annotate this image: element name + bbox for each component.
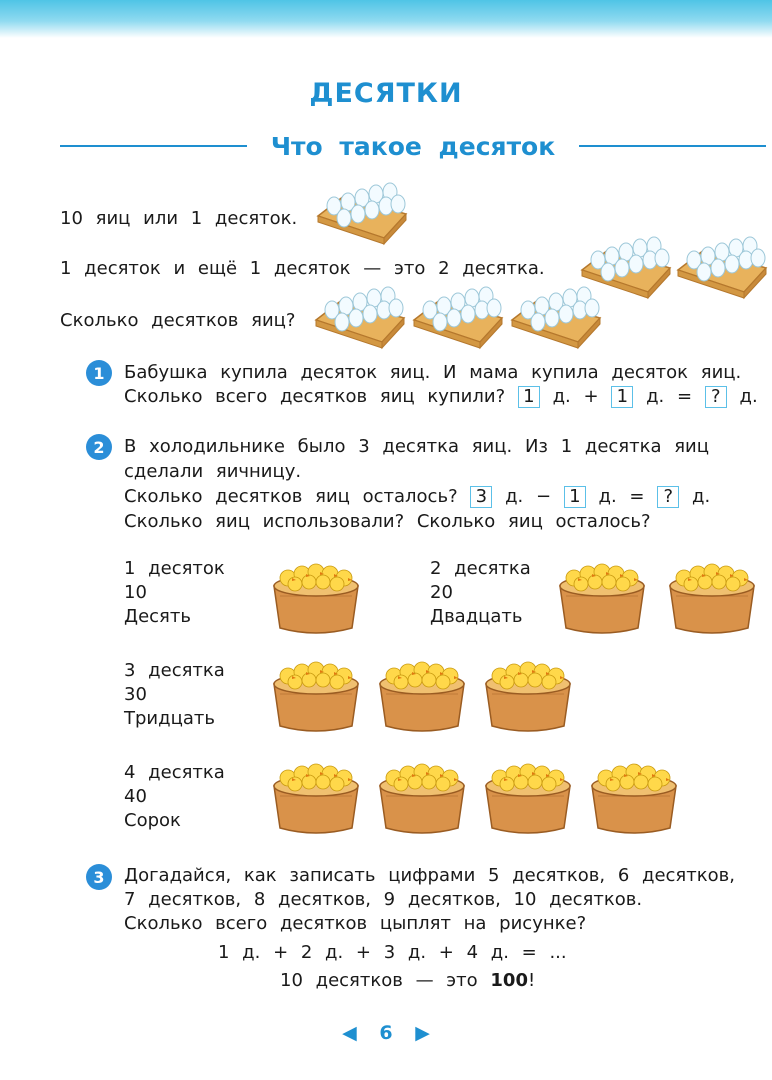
- task-2-line-1: В холодильнике было 3 десятка яиц. Из 1 десятка яиц: [124, 436, 710, 457]
- task-2-line-4: Сколько яиц использовали? Сколько яиц осталось?: [124, 511, 651, 532]
- subtitle-line-left: [60, 145, 247, 147]
- tens-1-number: 10: [124, 582, 147, 603]
- tens-2-label: 2 десятка: [430, 558, 531, 579]
- task-2-line-2: сделали яичницу.: [124, 461, 302, 482]
- decorative-header-band: [0, 0, 772, 38]
- chick-bowl-image: [268, 558, 364, 640]
- task-2-box-b: 1: [564, 486, 586, 508]
- page-title: ДЕСЯТКИ: [309, 78, 463, 109]
- task-3-line-3: Сколько всего десятков цыплят на рисунке?: [124, 913, 587, 934]
- chick-bowl-image: [664, 558, 760, 640]
- tens-2-number: 20: [430, 582, 453, 603]
- task-1-question: Сколько всего десятков яиц купили?: [124, 386, 506, 407]
- chick-bowl-image: [268, 656, 364, 738]
- task-2-line-3: [124, 486, 710, 508]
- task-2-op-1: д. −: [505, 486, 552, 507]
- page-number: 6: [379, 1022, 393, 1044]
- tens-1-label: 1 десяток: [124, 558, 225, 579]
- task-2-box-a: 3: [470, 486, 492, 508]
- intro-line-2: 1 десяток и ещё 1 десяток — это 2 десятка.: [60, 258, 545, 279]
- subtitle-row: [60, 128, 766, 164]
- prev-page-icon[interactable]: ◀: [342, 1022, 357, 1044]
- egg-tray-image: [410, 286, 506, 350]
- egg-tray-image: [674, 236, 770, 300]
- egg-tray-image: [314, 182, 410, 246]
- tens-2-word: Двадцать: [430, 606, 523, 627]
- next-page-icon[interactable]: ▶: [415, 1022, 430, 1044]
- chick-bowl-image: [374, 656, 470, 738]
- task-3-exclaim: !: [527, 970, 536, 991]
- task-3-hundred: 100: [490, 970, 528, 991]
- task-1-op-1: д. +: [552, 386, 599, 407]
- tens-4-label: 4 десятка: [124, 762, 225, 783]
- subtitle-line-right: [579, 145, 766, 147]
- chick-bowl-image: [554, 558, 650, 640]
- tens-3-word: Тридцать: [124, 708, 215, 729]
- task-2-question: Сколько десятков яиц осталось?: [124, 486, 458, 507]
- task-3-line-2: 7 десятков, 8 десятков, 9 десятков, 10 десятков.: [124, 889, 643, 910]
- tens-3-label: 3 десятка: [124, 660, 225, 681]
- task-3-number-badge: 3: [86, 864, 112, 890]
- tens-4-word: Сорок: [124, 810, 181, 831]
- task-1-line-1: Бабушка купила десяток яиц. И мама купила десяток яиц.: [124, 362, 742, 383]
- tens-4-number: 40: [124, 786, 147, 807]
- task-1-box-answer: ?: [705, 386, 727, 408]
- chick-bowl-image: [480, 758, 576, 840]
- task-3-line-5: [280, 970, 535, 991]
- tens-1-word: Десять: [124, 606, 191, 627]
- page-subtitle: Что такое десяток: [270, 131, 556, 161]
- intro-line-1: 10 яиц или 1 десяток.: [60, 208, 298, 229]
- task-2-number-badge: 2: [86, 434, 112, 460]
- task-3-line-1: Догадайся, как записать цифрами 5 десятков, 6 десятков,: [124, 865, 735, 886]
- task-3-line-5-text: 10 десятков — это: [280, 970, 478, 991]
- chick-bowl-image: [586, 758, 682, 840]
- chick-bowl-image: [480, 656, 576, 738]
- task-2-op-2: д. =: [598, 486, 645, 507]
- task-1-op-2: д. =: [646, 386, 693, 407]
- tens-3-number: 30: [124, 684, 147, 705]
- task-2-box-answer: ?: [657, 486, 679, 508]
- intro-line-3: Сколько десятков яиц?: [60, 310, 296, 331]
- task-1-box-a: 1: [518, 386, 540, 408]
- egg-tray-image: [508, 286, 604, 350]
- task-1-box-b: 1: [611, 386, 633, 408]
- task-1-number-badge: 1: [86, 360, 112, 386]
- task-2-unit: д.: [692, 486, 711, 507]
- task-1-line-2: [124, 386, 758, 408]
- task-1-unit: д.: [739, 386, 758, 407]
- egg-tray-image: [312, 286, 408, 350]
- chick-bowl-image: [374, 758, 470, 840]
- page-navigation: [0, 1022, 772, 1044]
- chick-bowl-image: [268, 758, 364, 840]
- task-3-line-4: 1 д. + 2 д. + 3 д. + 4 д. = ...: [218, 942, 567, 963]
